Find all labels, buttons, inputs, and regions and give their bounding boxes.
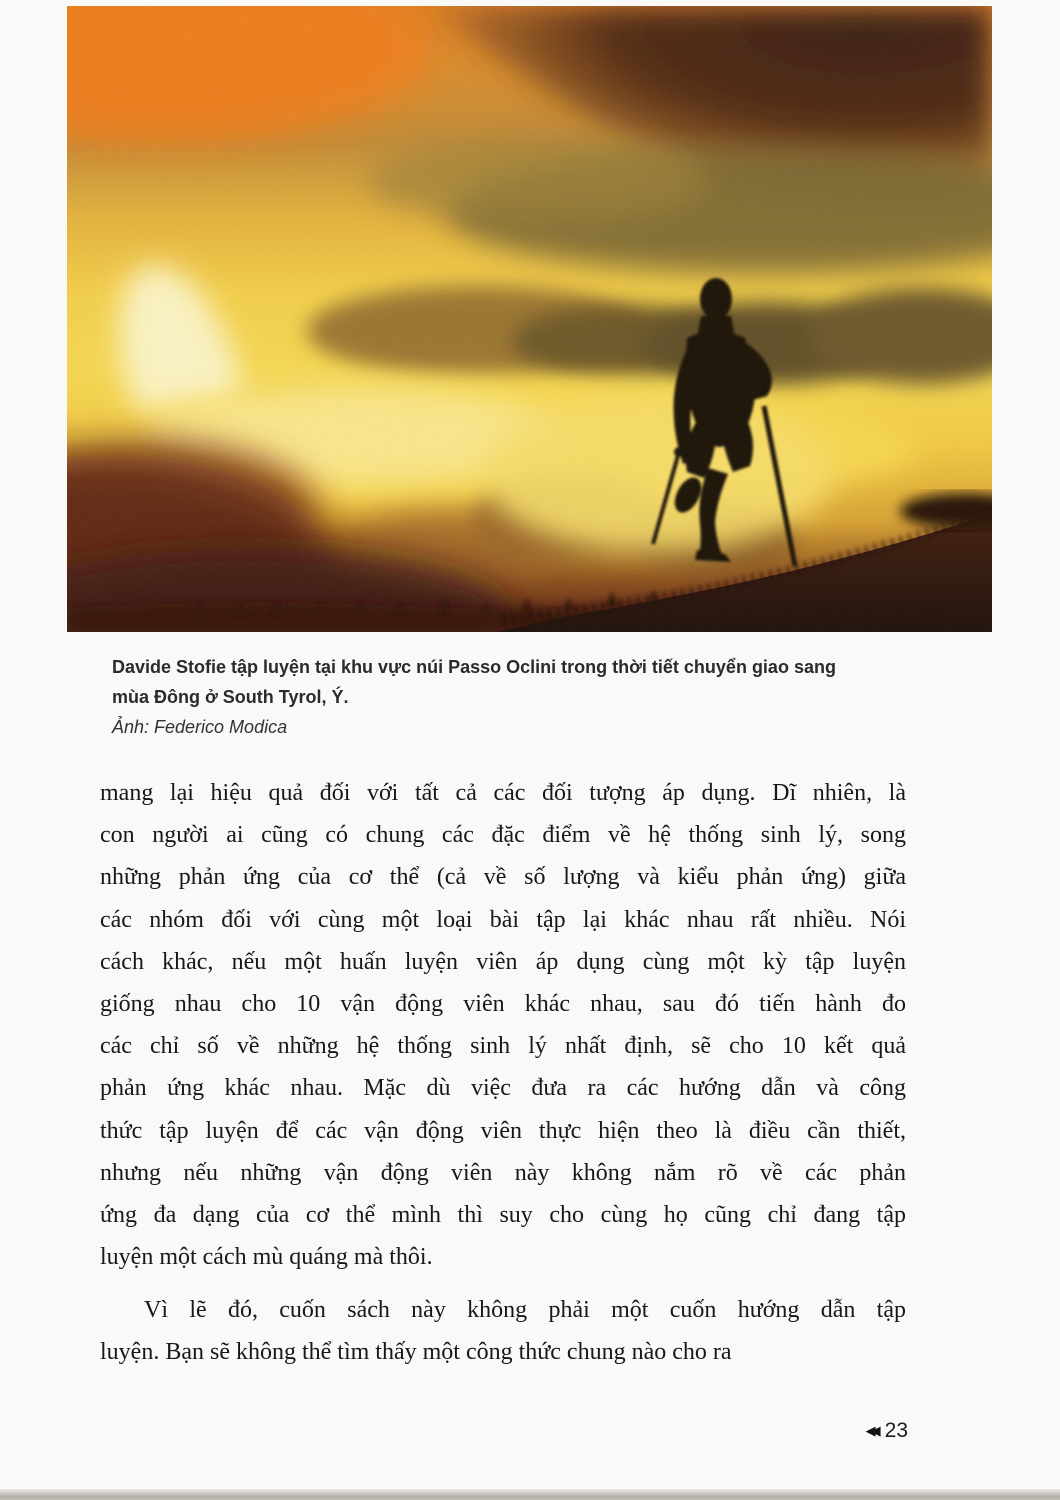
rewind-icon: ◀◀ [865,1423,876,1438]
body-line: mang lại hiệu quả đối với tất cả các đối tượng áp dụng. Dĩ nhiên, là [100,780,906,806]
body-line: con người ai cũng có chung các đặc điểm về hệ thống sinh lý, song [100,822,906,849]
body-line: thức tập luyện để các vận động viên thực hiện theo là điều cần thiết, [100,1117,906,1144]
paragraph-1 [100,772,906,1278]
body-line: những phản ứng của cơ thể (cả về số lượng và kiểu phản ứng) giữa [100,864,906,891]
caption-line-1: Davide Stofie tập luyện tại khu vực núi Passo Oclini trong thời tiết chuyển giao sang [112,657,836,677]
page-footer [866,1419,908,1443]
body-line: nhưng nếu những vận động viên này không nắm rõ về các phản [100,1159,906,1186]
scan-page-edge [0,1489,1060,1500]
body-line: luyện một cách mù quáng mà thôi. [100,1244,433,1271]
body-line: các nhóm đối với cùng một loại bài tập lại khác nhau rất nhiều. Nói [100,906,906,933]
body-line: các chỉ số về những hệ thống sinh lý nhất định, sẽ cho 10 kết quả [100,1033,906,1060]
body-line: Vì lẽ đó, cuốn sách này không phải một cuốn hướng dẫn tập [144,1297,906,1324]
caption-line-2: mùa Đông ở South Tyrol, Ý. [112,687,349,707]
sunset-runner-photo [67,6,992,632]
paragraph-2 [100,1289,906,1373]
body-text [100,772,906,1374]
page-number: 23 [884,1419,908,1442]
body-line: luyện. Bạn sẽ không thể tìm thấy một công thức chung nào cho ra [100,1339,732,1366]
photo-caption [112,652,942,742]
body-line: giống nhau cho 10 vận động viên khác nhau, sau đó tiến hành đo [100,990,906,1017]
body-line: phản ứng khác nhau. Mặc dù việc đưa ra các hướng dẫn và công [100,1075,906,1102]
sunset-runner-photo-art [67,6,992,632]
photo-credit: Ảnh: Federico Modica [112,717,288,737]
body-line: ứng đa dạng của cơ thể mình thì suy cho cùng họ cũng chỉ đang tập [100,1201,906,1228]
body-line: cách khác, nếu một huấn luyện viên áp dụng cùng một kỳ tập luyện [100,948,906,975]
